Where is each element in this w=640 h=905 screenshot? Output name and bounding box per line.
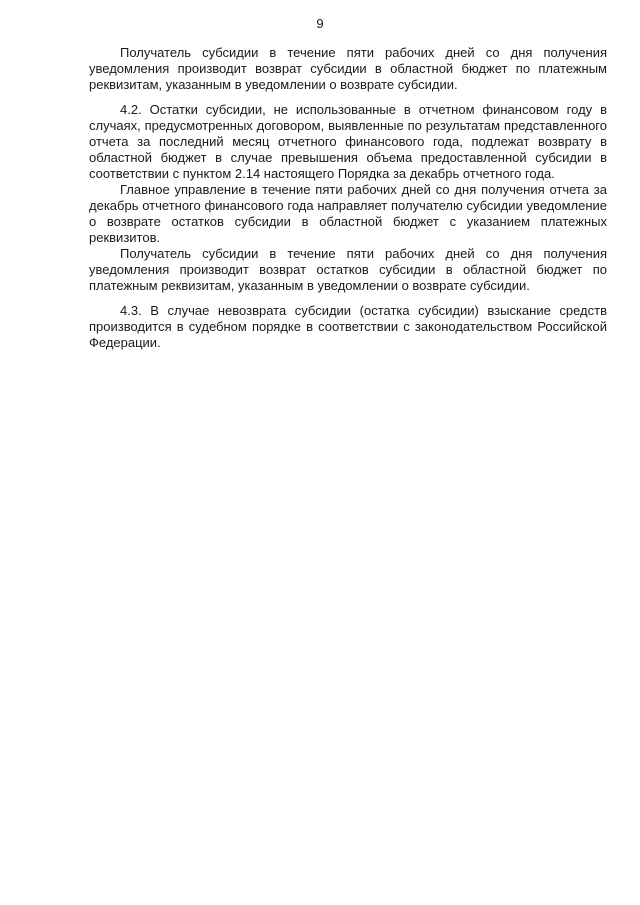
paragraph-recipient-return-remainder: Получатель субсидии в течение пяти рабочих дней со дня получения уведомления производит возврат остатков субсидии в областной бюджет по платежным реквизитам, указанным в уведомлении о возврате субсидии. (89, 246, 607, 293)
paragraph-clause-4-3: 4.3. В случае невозврата субсидии (остатка субсидии) взыскание средств производится в судебном порядке в соответствии с законодательством Российской Федерации. (89, 303, 607, 350)
paragraph-main-directorate-notice: Главное управление в течение пяти рабочих дней со дня получения отчета за декабрь отчетного финансового года направляет получателю субсидии уведомление о возврате остатков субсидии в областной бюджет с указанием платежных реквизитов. (89, 182, 607, 245)
document-body (89, 45, 607, 351)
paragraph-subsidy-return: Получатель субсидии в течение пяти рабочих дней со дня получения уведомления производит возврат субсидии в областной бюджет по платежным реквизитам, указанным в уведомлении о возврате субсидии. (89, 45, 607, 92)
page-number: 9 (316, 16, 324, 31)
paragraph-clause-4-2: 4.2. Остатки субсидии, не использованные в отчетном финансовом году в случаях, предусмотренных договором, выявленные по результатам представленного отчета за последний месяц отчетного финансового года, подлежат возврату в областной бюджет в случае превышения объема предоставленной субсидии в соответствии с пунктом 2.14 настоящего Порядка за декабрь отчетного года. (89, 102, 607, 181)
